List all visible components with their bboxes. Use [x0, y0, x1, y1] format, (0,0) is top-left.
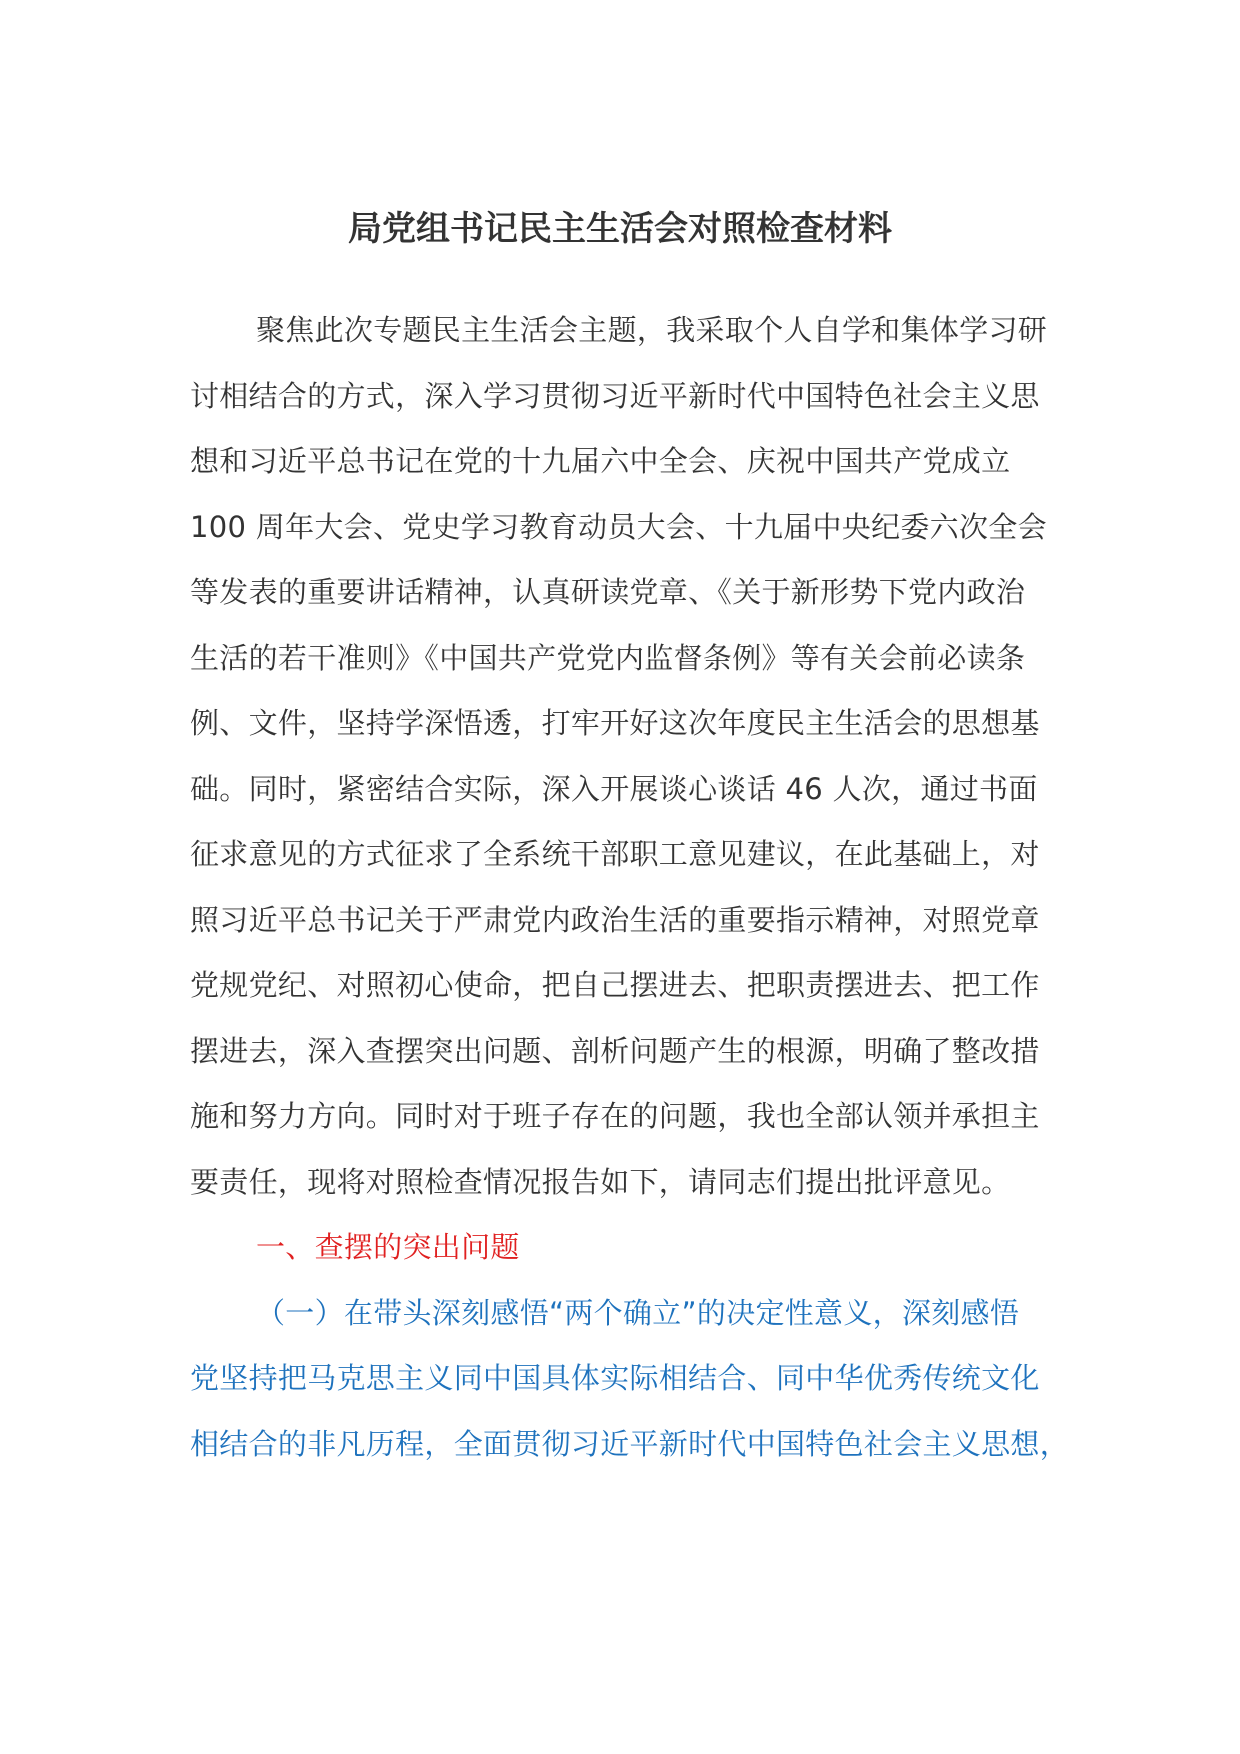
paragraph-line: 100 周年大会、党史学习教育动员大会、十九届中央纪委六次全会	[190, 509, 1047, 544]
paragraph-line: 征求意见的方式征求了全系统干部职工意见建议，在此基础上，对	[190, 837, 1040, 871]
paragraph-line: 党规党纪、对照初心使命，把自己摆进去、把职责摆进去、把工作	[190, 968, 1040, 1002]
paragraph-line: 想和习近平总书记在党的十九届六中全会、庆祝中国共产党成立	[190, 444, 1011, 478]
paragraph-line: 要责任，现将对照检查情况报告如下，请同志们提出批评意见。	[190, 1164, 1011, 1199]
subsection-line: 相结合的非凡历程，全面贯彻习近平新时代中国特色社会主义思想，	[190, 1426, 1070, 1461]
paragraph-line: 生活的若干准则》《中国共产党党内监督条例》等有关会前必读条	[190, 640, 1026, 675]
subsection-line: （一）在带头深刻感悟“两个确立”的决定性意义，深刻感悟	[256, 1295, 1020, 1330]
document-title: 局党组书记民主生活会对照检查材料	[348, 209, 892, 249]
section-heading: 一、查摆的突出问题	[256, 1230, 520, 1264]
paragraph-line: 摆进去，深入查摆突出问题、剖析问题产生的根源，明确了整改措	[190, 1033, 1040, 1068]
paragraph-line: 例、文件，坚持学深悟透，打牢开好这次年度民主生活会的思想基	[190, 706, 1040, 740]
paragraph-line: 础。同时，紧密结合实际，深入开展谈心谈话 46 人次，通过书面	[190, 771, 1038, 806]
paragraph-line: 讨相结合的方式，深入学习贯彻习近平新时代中国特色社会主义思	[190, 378, 1040, 413]
paragraph-line: 照习近平总书记关于严肃党内政治生活的重要指示精神，对照党章	[190, 902, 1040, 937]
paragraph-line: 聚焦此次专题民主生活会主题，我采取个人自学和集体学习研	[256, 313, 1048, 347]
paragraph-line: 等发表的重要讲话精神，认真研读党章、《关于新形势下党内政治	[190, 575, 1026, 609]
subsection-line: 党坚持把马克思主义同中国具体实际相结合、同中华优秀传统文化	[190, 1361, 1040, 1395]
document-body	[190, 298, 1070, 1477]
paragraph-line: 施和努力方向。同时对于班子存在的问题，我也全部认领并承担主	[190, 1099, 1040, 1133]
